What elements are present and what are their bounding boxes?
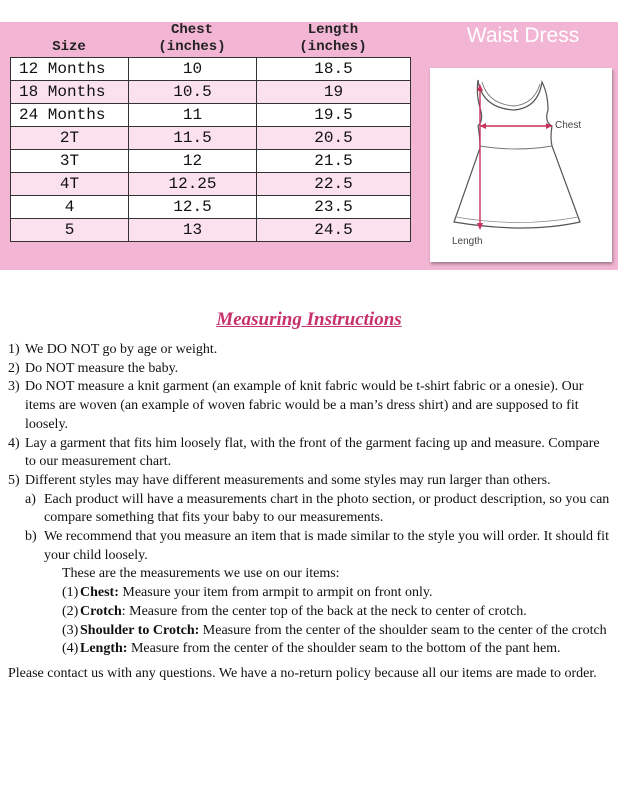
chest-cell: 12 (129, 150, 257, 173)
list-item (8, 472, 613, 491)
size-column-header (10, 22, 128, 56)
chest-cell: 10 (129, 58, 257, 81)
measurement-term: Length: (80, 641, 128, 657)
length-column-header (256, 22, 410, 56)
measurement-number: (2) (62, 603, 79, 619)
list-item (8, 378, 613, 434)
measurement-text: Measure from the center of the shoulder seam to the bottom of the pant hem. (127, 641, 561, 657)
sub-item-text: Each product will have a measurements chart in the photo section, or product description, so you can compare something that fits your baby to our measurements. (44, 491, 610, 526)
table-row (11, 196, 411, 219)
list-item (8, 341, 613, 360)
table-row (11, 58, 411, 81)
sub-list-item (8, 491, 613, 528)
chest-cell: 12.25 (129, 173, 257, 196)
table-row (11, 219, 411, 242)
measurement-number: (4) (62, 641, 79, 657)
size-chart-table (10, 57, 411, 242)
table-row (11, 150, 411, 173)
item-number: 5) (8, 472, 20, 488)
dress-diagram (430, 68, 612, 262)
measurement-item (8, 603, 613, 622)
length-cell: 19.5 (257, 104, 411, 127)
measurement-item (8, 622, 613, 641)
chest-column-header (128, 22, 256, 56)
chest-cell: 10.5 (129, 81, 257, 104)
measurements-intro: These are the measurements we use on our items: (62, 566, 340, 582)
length-cell: 19 (257, 81, 411, 104)
table-row (11, 104, 411, 127)
item-number: 4) (8, 435, 20, 451)
sub-list-item (8, 528, 613, 565)
table-row (11, 173, 411, 196)
measurement-item (8, 584, 613, 603)
size-cell: 4T (11, 173, 129, 196)
dress-outline-icon (454, 80, 580, 228)
chest-cell: 11.5 (129, 127, 257, 150)
table-row (11, 127, 411, 150)
length-cell: 22.5 (257, 173, 411, 196)
size-cell: 24 Months (11, 104, 129, 127)
item-text: Do NOT measure a knit garment (an example of knit fabric would be t-shirt fabric or a onesie). Our items are woven (an example of woven fabric would be a man’s dress shirt) and are supposed to fit loosely. (25, 379, 584, 432)
sub-item-text: We recommend that you measure an item that is made similar to the style you will order. It should fit your child loosely. (44, 529, 609, 563)
length-arrow-bottom-icon (477, 223, 483, 230)
item-text: We DO NOT go by age or weight. (25, 342, 218, 357)
list-item (8, 435, 613, 472)
size-cell: 12 Months (11, 58, 129, 81)
size-header-label: Size (52, 39, 86, 55)
instructions-list (8, 341, 613, 684)
measurement-text: : Measure from the center top of the back at the neck to center of crotch. (121, 603, 527, 619)
sub-item-letter: a) (25, 491, 36, 507)
dress-style-title: Waist Dress (466, 24, 580, 47)
chest-header-unit: (inches) (158, 39, 226, 55)
item-text: Different styles may have different measurements and some styles may run larger than others. (25, 472, 551, 488)
measurement-number: (1) (62, 585, 79, 601)
sub-item-letter: b) (25, 529, 37, 545)
item-text: Do NOT measure the baby. (25, 360, 179, 376)
chest-header-label: Chest (170, 22, 213, 38)
size-cell: 18 Months (11, 81, 129, 104)
size-cell: 5 (11, 219, 129, 242)
length-header-unit: (inches) (299, 39, 367, 55)
chest-cell: 11 (129, 104, 257, 127)
measurement-term: Crotch (80, 603, 122, 619)
length-cell: 24.5 (257, 219, 411, 242)
measurement-text: Measure your item from armpit to armpit on front only. (118, 585, 433, 601)
length-cell: 23.5 (257, 196, 411, 219)
measurement-term: Shoulder to Crotch: (80, 622, 200, 638)
item-number: 2) (8, 360, 20, 376)
chest-label: Chest (555, 120, 582, 131)
item-number: 1) (8, 342, 20, 357)
item-number: 3) (8, 379, 20, 395)
item-text: Lay a garment that fits him loosely flat, with the front of the garment facing up and measure. Compare to our measurement chart. (25, 435, 600, 470)
measuring-instructions-heading: Measuring Instructions (216, 309, 402, 330)
length-header-label: Length (307, 22, 359, 38)
contact-footer: Please contact us with any questions. We have a no-return policy because all our items are made to order. (8, 665, 597, 681)
length-label: Length (452, 236, 483, 247)
chest-cell: 13 (129, 219, 257, 242)
size-cell: 4 (11, 196, 129, 219)
length-cell: 20.5 (257, 127, 411, 150)
table-row (11, 81, 411, 104)
size-cell: 2T (11, 127, 129, 150)
measurement-text: Measure from the center of the shoulder seam to the center of the crotch (199, 622, 607, 638)
size-cell: 3T (11, 150, 129, 173)
measurement-term: Chest: (80, 585, 119, 601)
length-cell: 18.5 (257, 58, 411, 81)
length-cell: 21.5 (257, 150, 411, 173)
measurement-item (8, 640, 613, 659)
measurement-number: (3) (62, 622, 79, 638)
chest-cell: 12.5 (129, 196, 257, 219)
list-item (8, 360, 613, 379)
dress-diagram-card (430, 68, 612, 262)
